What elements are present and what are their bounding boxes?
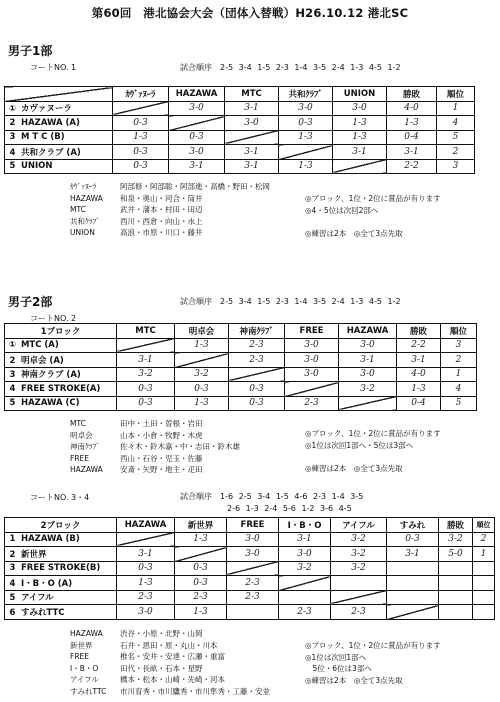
team-name-cell <box>5 338 117 353</box>
corner-cell <box>5 87 113 102</box>
note: ◎ブロック、1位・2位に賞品が有ります <box>305 194 441 203</box>
member-row <box>70 686 270 698</box>
self-cell <box>169 116 225 131</box>
results-table-div2-block1 <box>4 323 477 411</box>
col-header: FREE <box>227 518 279 533</box>
member-row <box>70 663 270 675</box>
col-header: HAZAWA <box>117 518 175 533</box>
note: ◎練習は2本 ◎全て3点先取 <box>305 463 403 473</box>
team-name: 明卓会 (A) <box>20 355 64 366</box>
record-cell: 0-4 <box>387 130 437 145</box>
self-cell <box>333 159 387 174</box>
record-cell <box>439 605 473 620</box>
score-cell: 1-3 <box>175 532 227 547</box>
member-names: 田中・土田・曽根・岩田 <box>120 419 203 428</box>
score-cell <box>387 561 439 576</box>
self-cell <box>285 382 339 397</box>
table-row <box>5 101 475 116</box>
team-name: FREE STROKE(B) <box>20 563 101 574</box>
self-cell <box>331 590 387 605</box>
member-names: 安斎・矢野・地主・疋田 <box>120 465 203 474</box>
row-number: 5 <box>9 161 16 172</box>
member-row <box>70 430 240 442</box>
member-names: 和泉・奥山・河合・筒井 <box>120 193 203 203</box>
score-cell: 3-2 <box>279 561 331 576</box>
member-names: 佐々木・鈴木嘉・中・志田・鈴木雄 <box>120 442 240 451</box>
rank-cell: 5 <box>441 396 477 411</box>
self-cell <box>175 353 229 368</box>
table-row <box>5 130 475 145</box>
score-cell: 2-3 <box>285 396 339 411</box>
table-row <box>5 605 495 620</box>
col-header: すみれ <box>387 518 439 533</box>
score-cell: 1-3 <box>333 116 387 131</box>
note: ◎1位は次回1部へ・5位は3部へ <box>305 440 414 450</box>
member-row <box>70 651 270 663</box>
score-cell: 2-3 <box>229 353 285 368</box>
member-team: MTC <box>70 205 86 214</box>
member-names: 橋本・松本・山崎・先崎・河本 <box>120 675 225 684</box>
page-title: 第60回 港北協会大会（団体入替戦）H26.10.12 港北SC <box>91 6 409 20</box>
record-cell: 1-3 <box>387 116 437 131</box>
notes <box>305 193 441 239</box>
match-order: 試合順序 1-6 2-5 3-4 1-5 4-6 2-3 1-4 3-5 <box>180 492 364 501</box>
rank-cell: 4 <box>437 116 475 131</box>
court-label: コートNO. 2 <box>30 314 77 323</box>
score-cell: 0-3 <box>117 382 175 397</box>
score-cell: 0-3 <box>113 145 169 160</box>
col-header: FREE <box>285 324 339 339</box>
team-name-cell <box>5 561 117 576</box>
score-cell: 0-3 <box>113 159 169 174</box>
score-cell: 3-0 <box>279 101 333 116</box>
header-row <box>5 518 495 533</box>
table-row <box>5 576 495 591</box>
team-name-cell <box>5 605 117 620</box>
record-cell: 2-2 <box>397 338 441 353</box>
table-row <box>5 561 495 576</box>
team-name-cell <box>5 130 113 145</box>
score-cell: 0-3 <box>387 532 439 547</box>
block-label: 2ブロック <box>5 518 117 533</box>
match-order: 試合順序 2-5 3-4 1-5 2-3 1-4 3-5 2-4 1-3 4-5 1-2 <box>180 297 401 306</box>
note: ◎4・5位は次回2部へ <box>305 205 379 215</box>
member-names: 山本・小倉・牧野・木虎 <box>120 430 203 440</box>
member-team: 共和ｸﾗﾌﾞ <box>70 216 100 226</box>
team-name-cell <box>5 367 117 382</box>
score-cell: 1-3 <box>175 605 227 620</box>
score-cell: 2-3 <box>175 590 227 605</box>
table-row <box>5 367 477 382</box>
self-cell <box>117 338 175 353</box>
col-header: I・B・O <box>279 518 331 533</box>
score-cell: 0-3 <box>169 130 225 145</box>
court-label: コートNO. 1 <box>30 63 77 72</box>
score-cell: 3-0 <box>227 547 279 562</box>
score-cell <box>387 590 439 605</box>
notes <box>305 428 441 474</box>
col-header: MTC <box>225 87 279 102</box>
team-name: HAZAWA (C) <box>20 398 80 409</box>
score-cell: 0-3 <box>117 561 175 576</box>
table-row <box>5 159 475 174</box>
record-cell <box>439 576 473 591</box>
score-cell <box>279 590 331 605</box>
col-header: UNION <box>333 87 387 102</box>
court-label: コートNO. 3・4 <box>30 493 90 502</box>
score-cell: 1-3 <box>117 576 175 591</box>
member-row <box>70 204 270 216</box>
member-list <box>70 418 240 476</box>
score-cell <box>331 576 387 591</box>
rank-cell: 1 <box>437 101 475 116</box>
member-team: ｶｳﾞｧﾇｰﾗ <box>70 182 97 191</box>
table-row <box>5 547 495 562</box>
score-cell: 3-0 <box>225 116 279 131</box>
record-cell: 1-3 <box>397 382 441 397</box>
note: ◎練習は2本 ◎全て3点先取 <box>305 228 403 238</box>
score-cell: 2-3 <box>117 590 175 605</box>
team-name-cell <box>5 396 117 411</box>
col-header: 順位 <box>437 87 475 102</box>
member-names: 西山・石谷・児玉・佐藤 <box>120 453 203 463</box>
member-team: HAZAWA <box>70 465 103 474</box>
member-team: HAZAWA <box>70 629 103 638</box>
score-cell: 2-3 <box>229 338 285 353</box>
member-names: 市川育秀・市川鷹秀・市川隼秀・工藤・安並 <box>120 686 270 696</box>
self-cell <box>225 130 279 145</box>
score-cell: 3-1 <box>339 353 397 368</box>
rank-cell: 4 <box>441 382 477 397</box>
team-name-cell <box>5 590 117 605</box>
record-cell: 3-2 <box>439 532 473 547</box>
score-cell: 3-0 <box>285 338 339 353</box>
self-cell <box>117 532 175 547</box>
member-row <box>70 181 270 193</box>
score-cell: 1-3 <box>333 130 387 145</box>
member-team: すみれTTC <box>70 686 107 696</box>
note: ◎ブロック、1位・2位に賞品が有ります <box>305 641 441 650</box>
note: ◎練習は2本 ◎全て3点先取 <box>305 675 403 685</box>
header-row <box>5 87 475 102</box>
score-cell: 3-0 <box>285 367 339 382</box>
table-row <box>5 532 495 547</box>
score-cell: 3-0 <box>339 338 397 353</box>
record-cell: 2-2 <box>387 159 437 174</box>
team-name: HAZAWA (A) <box>20 117 80 128</box>
team-name: 共和クラブ (A) <box>20 147 81 158</box>
rank-cell: 1 <box>441 367 477 382</box>
score-cell: 0-3 <box>229 382 285 397</box>
team-name: FREE STROKE(A) <box>20 383 101 394</box>
member-row <box>70 418 240 430</box>
score-cell: 1-3 <box>279 130 333 145</box>
table-row <box>5 396 477 411</box>
self-cell <box>339 396 397 411</box>
score-cell: 0-3 <box>175 576 227 591</box>
member-list <box>70 181 270 239</box>
score-cell: 0-3 <box>113 116 169 131</box>
row-number: 2 <box>9 117 16 128</box>
row-number: ① <box>8 340 17 351</box>
score-cell: 3-0 <box>169 101 225 116</box>
col-header: 明卓会 <box>175 324 229 339</box>
score-cell: 0-3 <box>229 396 285 411</box>
member-names: 武井・藩本・村田・田辺 <box>120 205 203 214</box>
rank-cell <box>473 576 495 591</box>
score-cell: 1-3 <box>113 130 169 145</box>
score-cell: 0-3 <box>117 396 175 411</box>
member-names: 阿部修・阿部聡・阿部進・高橋・野田・松岡 <box>120 182 270 191</box>
score-cell: 3-2 <box>339 382 397 397</box>
rank-cell: 3 <box>441 338 477 353</box>
score-cell: 3-2 <box>331 547 387 562</box>
member-team: 明卓会 <box>70 430 93 440</box>
team-name: アイフル <box>20 593 54 604</box>
score-cell: 2-3 <box>227 590 279 605</box>
member-team: FREE <box>70 652 90 661</box>
member-row <box>70 464 240 476</box>
note: 5位・6位は3部へ <box>305 664 372 673</box>
record-cell: 3-1 <box>387 145 437 160</box>
col-header: 勝敗 <box>387 87 437 102</box>
self-cell <box>279 145 333 160</box>
self-cell <box>113 101 169 116</box>
record-cell: 4-0 <box>387 101 437 116</box>
team-name: 新世界 <box>20 549 47 560</box>
team-name-cell <box>5 101 113 116</box>
row-number: 4 <box>9 578 16 589</box>
team-name-cell <box>5 116 113 131</box>
row-number: 2 <box>9 549 16 560</box>
team-name-cell <box>5 576 117 591</box>
col-header: アイフル <box>331 518 387 533</box>
row-number: 5 <box>9 593 16 604</box>
score-cell: 1-3 <box>175 338 229 353</box>
row-number: 1 <box>9 534 16 545</box>
team-name-cell <box>5 532 117 547</box>
score-cell: 3-0 <box>117 605 175 620</box>
row-number: 5 <box>9 398 16 409</box>
score-cell: 3-1 <box>225 101 279 116</box>
table-row <box>5 353 477 368</box>
col-header: 勝敗 <box>439 518 473 533</box>
member-names: 西川・西倉・向山・水上 <box>120 216 203 226</box>
note: ◎1位は次回1部へ <box>305 652 367 662</box>
score-cell: 3-1 <box>387 547 439 562</box>
record-cell <box>439 561 473 576</box>
score-cell: 3-1 <box>169 159 225 174</box>
col-header: MTC <box>117 324 175 339</box>
score-cell: 3-1 <box>225 145 279 160</box>
team-name: MTC (A) <box>20 340 59 351</box>
table-row <box>5 338 477 353</box>
member-row <box>70 674 270 686</box>
header-row <box>5 324 477 339</box>
member-names: 石井・恩田・原・丸山・川本 <box>120 640 218 650</box>
score-cell: 0-3 <box>175 561 227 576</box>
self-cell <box>229 367 285 382</box>
col-header: 共和ｸﾗﾌﾞ <box>279 87 333 102</box>
record-cell: 5-0 <box>439 547 473 562</box>
col-header: 神南ｸﾗﾌﾞ <box>229 324 285 339</box>
row-number: 4 <box>9 383 16 394</box>
member-row <box>70 640 270 652</box>
table-row <box>5 145 475 160</box>
col-header: 順位 <box>441 324 477 339</box>
member-names: 渋谷・小原・北野・山岡 <box>120 629 203 638</box>
score-cell: 3-0 <box>279 547 331 562</box>
member-names: 椎名・安井・安達・広瀬・重富 <box>120 652 225 661</box>
row-number: 3 <box>9 563 16 574</box>
member-team: I・B・O <box>70 663 99 673</box>
col-header: 順位 <box>473 518 495 533</box>
record-cell <box>439 590 473 605</box>
score-cell: 3-2 <box>117 367 175 382</box>
score-cell: 3-0 <box>169 145 225 160</box>
team-name: UNION <box>20 161 53 172</box>
rank-cell <box>473 605 495 620</box>
score-cell: 3-0 <box>333 101 387 116</box>
team-name: すみれTTC <box>20 607 65 618</box>
score-cell <box>227 605 279 620</box>
col-header: HAZAWA <box>169 87 225 102</box>
team-name: I・B・O (A) <box>20 578 73 589</box>
member-team: アイフル <box>70 675 99 684</box>
row-number: ① <box>8 104 17 115</box>
member-row <box>70 193 270 205</box>
rank-cell: 2 <box>441 353 477 368</box>
team-name: カヴァヌーラ <box>20 104 72 115</box>
member-team: UNION <box>70 228 95 237</box>
score-cell: 3-2 <box>331 532 387 547</box>
member-names: 高浪・市原・川口・藤井 <box>120 228 203 237</box>
member-team: 神南ｸﾗﾌﾞ <box>70 442 100 451</box>
score-cell: 3-1 <box>333 145 387 160</box>
score-cell: 1-3 <box>175 396 229 411</box>
row-number: 3 <box>9 132 16 143</box>
block-label: 1ブロック <box>5 324 117 339</box>
score-cell: 3-0 <box>285 353 339 368</box>
score-cell: 3-1 <box>117 353 175 368</box>
rank-cell: 5 <box>437 130 475 145</box>
member-list <box>70 628 270 697</box>
record-cell: 3-1 <box>397 353 441 368</box>
col-header: 新世界 <box>175 518 227 533</box>
score-cell: 1-3 <box>279 159 333 174</box>
rank-cell: 1 <box>473 547 495 562</box>
team-name-cell <box>5 547 117 562</box>
results-table-div2-block2 <box>4 517 495 620</box>
record-cell: 0-4 <box>397 396 441 411</box>
score-cell: 3-1 <box>117 547 175 562</box>
score-cell: 2-3 <box>227 576 279 591</box>
table-row <box>5 382 477 397</box>
results-table-div1 <box>4 86 475 174</box>
score-cell: 3-2 <box>175 367 229 382</box>
rank-cell: 2 <box>437 145 475 160</box>
member-team: HAZAWA <box>70 193 103 203</box>
record-cell: 4-0 <box>397 367 441 382</box>
score-cell: 3-1 <box>225 159 279 174</box>
team-name-cell <box>5 382 117 397</box>
section-heading-men-div1: 男子1部 <box>8 44 53 58</box>
team-name: 神南クラブ (A) <box>20 370 81 381</box>
row-number: 3 <box>9 370 16 381</box>
team-name-cell <box>5 159 113 174</box>
table-row <box>5 590 495 605</box>
team-name-cell <box>5 145 113 160</box>
member-row <box>70 628 270 640</box>
match-order-line2: 2-6 1-3 2-4 5-6 1-2 3-6 4-5 <box>227 504 352 513</box>
rank-cell: 2 <box>473 532 495 547</box>
rank-cell <box>473 590 495 605</box>
rank-cell: 3 <box>437 159 475 174</box>
self-cell <box>279 576 331 591</box>
member-team: FREE <box>70 453 90 463</box>
table-row <box>5 116 475 131</box>
col-header: ｶｳﾞｧﾇｰﾗ <box>113 87 169 102</box>
col-header: HAZAWA <box>339 324 397 339</box>
self-cell <box>227 561 279 576</box>
section-heading-men-div2: 男子2部 <box>8 295 53 309</box>
score-cell: 3-0 <box>227 532 279 547</box>
notes <box>305 640 441 686</box>
row-number: 2 <box>9 355 16 366</box>
score-cell <box>387 576 439 591</box>
team-name: HAZAWA (B) <box>20 534 80 545</box>
score-cell: 2-3 <box>279 605 331 620</box>
score-cell: 3-2 <box>331 561 387 576</box>
member-team: 新世界 <box>70 640 93 650</box>
self-cell <box>175 547 227 562</box>
score-cell: 3-1 <box>279 532 331 547</box>
score-cell: 2-3 <box>331 605 387 620</box>
score-cell: 3-0 <box>339 367 397 382</box>
rank-cell <box>473 561 495 576</box>
score-cell: 0-3 <box>175 382 229 397</box>
team-name: M T C (B) <box>20 132 65 143</box>
member-names: 田代・長畝・石本・星野 <box>120 663 203 673</box>
member-row <box>70 453 240 465</box>
member-row <box>70 441 240 453</box>
team-name-cell <box>5 353 117 368</box>
member-row <box>70 216 270 228</box>
score-cell: 0-3 <box>279 116 333 131</box>
row-number: 6 <box>9 607 16 618</box>
note: ◎ブロック、1位・2位に賞品が有ります <box>305 429 441 438</box>
match-order: 試合順序 2-5 3-4 1-5 2-3 1-4 3-5 2-4 1-3 4-5 1-2 <box>180 63 401 72</box>
row-number: 4 <box>9 147 16 158</box>
col-header: 勝敗 <box>397 324 441 339</box>
member-row <box>70 227 270 239</box>
member-team: MTC <box>70 419 86 428</box>
self-cell <box>387 605 439 620</box>
